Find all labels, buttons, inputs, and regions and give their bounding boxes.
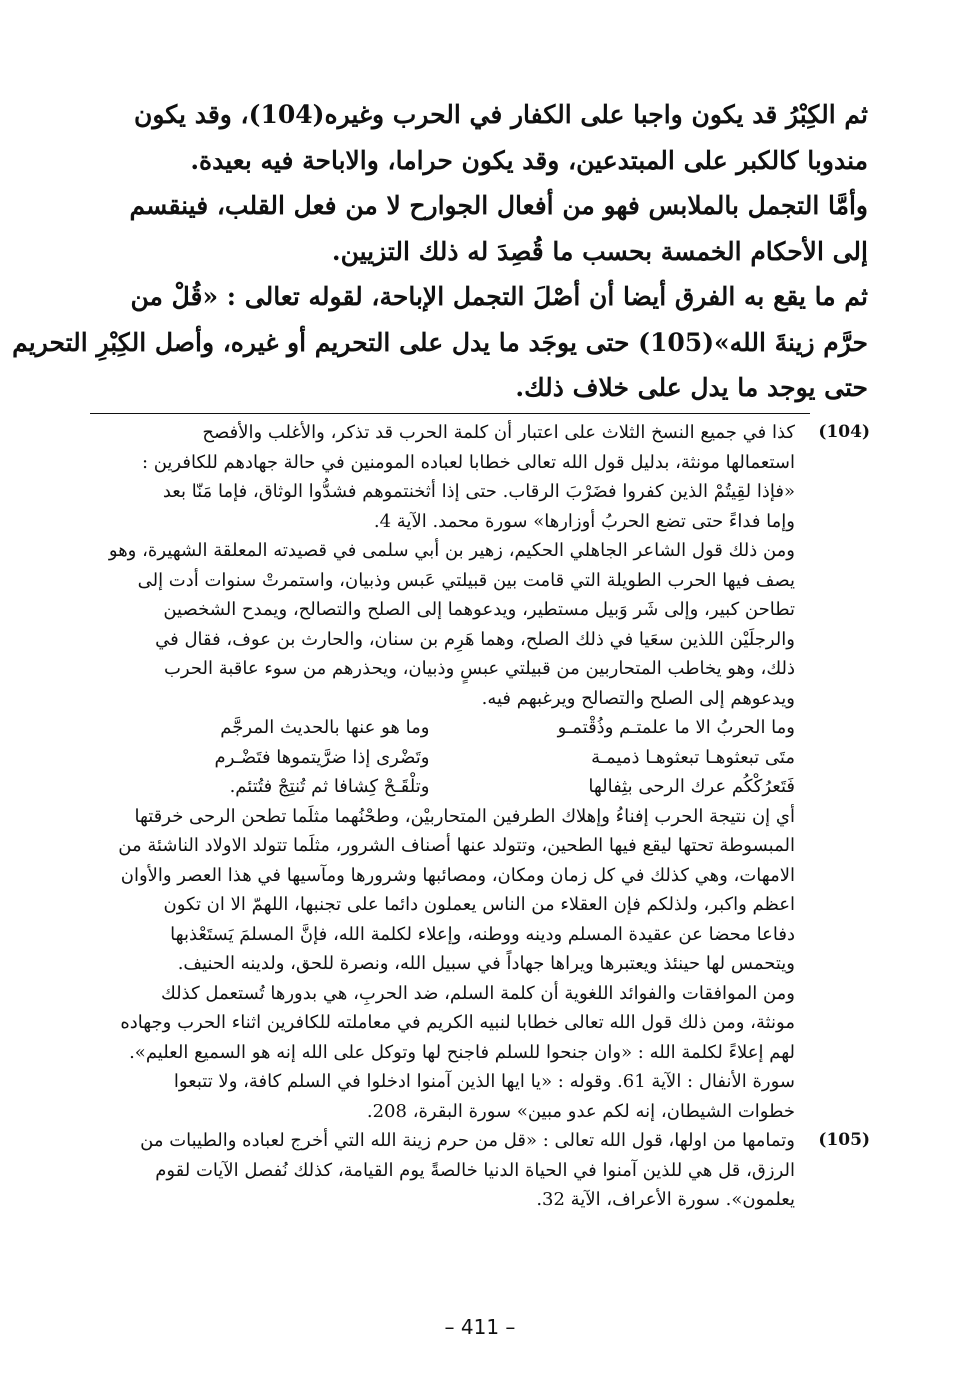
poem [118, 713, 795, 802]
poem-first-hemistich: متَى تبعثوهـا تبعثوهـا ذميمـة [591, 746, 795, 768]
main-line: وأمَّا التجمل بالملابس فهو من أفعال الجوارح لا من فعل القلب، فينقسم [129, 191, 868, 220]
footnote-line: الرزق، قل هي للذين آمنوا في الحياة الدنيا خالصةً يوم القيامة، كذلك نُفصل الآيات لقوم [155, 1159, 795, 1181]
footnote-line: دفاعا محضا عن عقيدة المسلم ودينه ووطنه، وإعلاء لكلمة الله، فإنَّ المسلمَ يَستَعْذبها [170, 923, 795, 945]
footnote-104 [108, 418, 870, 1126]
poem-second-hemistich: وتلْقَـحْ كِشافا ثم تُنتِجْ فتُتئم. [229, 776, 430, 797]
footnote-line: يصف فيها الحرب الطويلة التي قامت بين قبيلتي عَبس وذبيان، واستمرتْ سنوات أدت إلى [137, 569, 795, 591]
footnote-line: خطوات الشيطان، إنه لكم عدو مبين» سورة البقرة، 208. [366, 1100, 795, 1122]
footnote-line: لهم إعلاءً لكلمة الله : «وان جنحوا للسلم فاجنح لها وتوكل على الله إنه هو السميع العليم». [129, 1041, 795, 1063]
footnote-line: «فإذا لقِيتُمْ الذين كفروا فضَرْبَ الرقاب. حتى إذا أثخنتموهم فشدُّوا الوثاق، فإما مَنّا بعد [162, 481, 795, 502]
footnote-number: (104) [818, 422, 870, 442]
footnote-body [118, 1126, 795, 1215]
main-line: مندوبا كالكبر على المبتدعين، وقد يكون حراما، والاباحة فيه بعيدة. [190, 145, 868, 175]
main-line: حتى يوجد ما يدل على خلاف ذلك. [515, 373, 868, 402]
page-number: – 411 – [444, 1315, 516, 1339]
main-line: ثم ما يقع به الفرق أيضا أن أصْلَ التجمل الإباحة، لقوله تعالى : «قُلْ من [130, 282, 868, 311]
footnote-line: أي إن نتيجة الحرب إفناءُ وإهلاك الطرفين المتحاربيْن، وطحْنُهما مثلَما تطحن الرحى خرقتها [134, 805, 795, 827]
footnote-line: ذلك، وهو يخاطب المتحاربين من قبيلتي عبسٍ وذبيان، ويحذرهم من سوء عاقبة الحرب [163, 658, 795, 679]
footnote-body [108, 418, 795, 1126]
main-text [12, 92, 868, 411]
main-line: حرَّم زينةَ الله»(105) حتى يوجَد ما يدل على التحريم أو غيره، وأصل الكِبْرِ التحريم [12, 327, 868, 357]
footnote-line: الامهات، وهي كذلك في كل زمان ومكان، ومصائبها وشرورها ومآسيها في هذا العصر والأوان [120, 864, 795, 886]
footnote-line: ومن الموافقات والفوائد اللغوية أن كلمة السلم، ضد الحربِ، هي بدورها تُستعمل كذلك [161, 982, 795, 1004]
main-line: ثم الكِبْرُ قد يكون واجبا على الكفار في الحرب وغيره(104)، وقد يكون [133, 100, 868, 129]
footnote-line: اعظم واكبر، ولذلكم فإن العقلاء من الناس يعملون دائما على تجنبها، اللهمّ الا ان تكون [163, 894, 795, 915]
footnote-line: ويتحمس لها حينئذ ويعتبرها ويراها جهاداً في سبيل الله، ونصرة للحق، ولدينه الحنيف. [177, 953, 795, 974]
footnote-separator [90, 413, 810, 414]
footnote-line: استعمالها مونثة، بدليل قول الله تعالى خطابا لعباده المومنين في حالة جهادهم للكافرين : [141, 451, 795, 473]
poem-first-hemistich: فَتَعرُكْكُم عرك الرحى بثِفالها [588, 776, 795, 797]
footnote-line: يعلمون». سورة الأعراف، الآية 32. [536, 1189, 795, 1210]
footnote-line: كذا في جميع النسخ الثلاث على اعتبار أن كلمة الحرب قد تذكر، والأغلب والأفصح [202, 422, 795, 443]
main-line: إلى الأحكام الخمسة بحسب ما قُصِدَ له ذلك التزيين. [331, 236, 868, 266]
footnote-line: وإما فداءً حتى تضع الحربُ أوزارها» سورة محمد. الآية 4. [373, 510, 795, 532]
poem-verse [118, 713, 795, 743]
footnote-line: المبسوطة تحتها ليقع فيها الطحين، وتتولد عنها أصناف الشرور، مثلَما تتولد الاولاد الناشئة من [118, 835, 795, 856]
footnote-105 [118, 1126, 870, 1215]
footnote-line: تطاحن كبير، وإلى شَر وَبيل مستطير، ويدعوهما إلى الصلح والتصالح، ويمدح الشخصين [163, 599, 795, 620]
footnote-number: (105) [818, 1130, 870, 1150]
poem-first-hemistich: وما الحربُ الا ما علمتـم وذُقْتمـو [557, 717, 795, 738]
poem-second-hemistich: وما هو عنها بالحديث المرجَّم [220, 717, 430, 738]
footnote-line: ومن ذلك قول الشاعر الجاهلي الحكيم، زهير بن أبي سلمى في قصيدته المعلقة الشهيرة، وهو [108, 540, 795, 561]
poem-verse [118, 772, 795, 802]
footnotes [108, 418, 870, 1215]
footnote-line: سورة الأنفال : الآية 61. وقوله : «يا ايها الذين آمنوا ادخلوا في السلم كافة، ولا تتبعوا [173, 1071, 795, 1092]
footnote-line: مونثة، ومن ذلك قول الله تعالى خطابا لنبيه الكريم في معاملته للكافرين اثناء الحرب وجهاده [120, 1012, 795, 1033]
footnote-line: والرجلَيْن اللذين سعَيا في ذلك الصلح، وهما هَرِم بن سنان، والحارث بن عوف، فقال في [155, 628, 795, 650]
poem-verse [118, 743, 795, 773]
poem-second-hemistich: وتَضْرى إذا ضرَّيتموها فتَضْـرم [214, 746, 430, 768]
footnote-line: ويدعوهم إلى الصلح والتصالح ويرغبهم فيه. [481, 687, 795, 709]
footnote-line: وتمامها من اولها، قول الله تعالى : «قل من حرم زينة الله التي أخرج لعباده والطيبات من [140, 1130, 795, 1151]
